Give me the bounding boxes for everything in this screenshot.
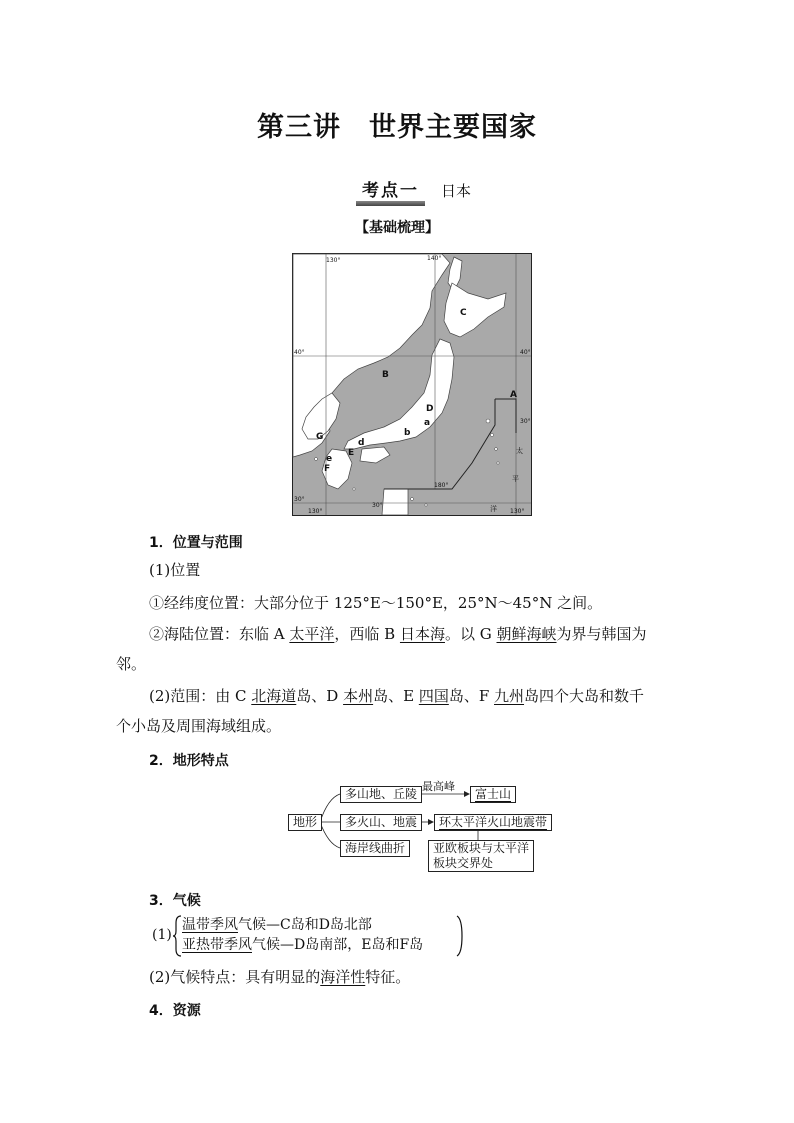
left-brace-icon xyxy=(172,915,182,957)
s1-line2 xyxy=(149,619,719,649)
map-label-lat40-left: 40° xyxy=(294,349,305,356)
answer-korea-strait: 朝鲜海峡 xyxy=(496,625,557,643)
terrain-diagram xyxy=(288,778,548,874)
s1-l3-c: 岛、F xyxy=(448,687,495,705)
map-label-B: B xyxy=(382,370,389,380)
s1-sub1: (1)位置 xyxy=(149,561,201,579)
answer-kyushu: 九州 xyxy=(494,687,525,705)
title-part1: 第三讲 xyxy=(257,112,341,143)
answer-hokkaido: 北海道 xyxy=(251,687,297,705)
s1-line2-wrap: 邻。 xyxy=(116,655,147,673)
map-label-D: D xyxy=(426,404,434,414)
diagram-fuji xyxy=(470,786,516,803)
s3-sub2 xyxy=(149,962,709,992)
diagram-branch-mountains: 多山地、丘陵 xyxy=(340,786,422,803)
map-label-lat30-left: 30° xyxy=(294,496,305,503)
s3-climate-line2 xyxy=(182,936,423,954)
s3-c1-post: 气候—C岛和D岛北部 xyxy=(238,917,372,933)
s1-heading: 1．位置与范围 xyxy=(149,535,243,551)
map-label-e: e xyxy=(326,454,333,464)
kaodian-topic: 日本 xyxy=(441,182,472,200)
answer-pacific: 太平洋 xyxy=(289,625,335,643)
s3-sub1-label: (1) xyxy=(152,927,172,943)
s3-climate-brace xyxy=(152,914,482,958)
diagram-cause-line2: 板块交界处 xyxy=(433,856,494,870)
map-label-lon140: 140° xyxy=(427,255,442,262)
answer-maritime: 海洋性 xyxy=(320,968,366,986)
s1-l3-a: 岛、D xyxy=(296,687,344,705)
map-label-F: F xyxy=(324,464,331,474)
map-label-lon180: 180° xyxy=(434,482,449,489)
s1-l2-pre: ②海陆位置：东临 A xyxy=(149,625,290,643)
page-title xyxy=(0,105,794,144)
answer-honshu: 本州 xyxy=(343,687,374,705)
s3-sub2-pre: (2)气候特点：具有明显的 xyxy=(149,968,321,986)
s1-line3-wrap: 个小岛及周围海域组成。 xyxy=(116,717,282,735)
answer-subtropical-monsoon: 亚热带季风 xyxy=(182,937,252,953)
s1-l2-mid2: 。以 G xyxy=(444,625,497,643)
map-label-E: E xyxy=(348,448,355,458)
answer-shikoku: 四国 xyxy=(418,687,449,705)
s1-l3-b: 岛、E xyxy=(373,687,419,705)
s1-line1: ①经纬度位置：大部分位于 125°E～150°E，25°N～45°N 之间。 xyxy=(149,594,603,612)
answer-ring-of-fire: 环太平洋火山地震带 xyxy=(439,815,548,829)
map-label-lat30-right: 30° xyxy=(520,418,531,425)
map-label-b: b xyxy=(404,428,411,438)
map-label-C: C xyxy=(460,308,467,318)
s1-l3-d: 岛四个大岛和数千 xyxy=(524,687,645,705)
map-label-lon130-bottom-right: 130° xyxy=(510,508,525,515)
diagram-branch-volcano: 多火山、地震 xyxy=(340,814,422,831)
section-tag: 【基础梳理】 xyxy=(355,220,439,236)
map-label-lon130: 130° xyxy=(326,257,341,264)
map-label-tai: 太 xyxy=(516,447,523,455)
s3-climate-line1 xyxy=(182,916,372,934)
diagram-arrow-label: 最高峰 xyxy=(422,780,455,793)
diagram-root: 地形 xyxy=(288,814,322,831)
diagram-ring-of-fire xyxy=(434,814,552,831)
map-label-lat30-mid: 30° xyxy=(372,502,383,509)
s2-heading: 2．地形特点 xyxy=(149,753,229,769)
s3-sub2-post: 特征。 xyxy=(365,968,411,986)
s4-heading: 4．资源 xyxy=(149,1003,201,1019)
map-label-A: A xyxy=(510,390,517,400)
s1-line3 xyxy=(149,681,719,711)
map-label-ping: 平 xyxy=(512,475,519,483)
s1-l2-post: 为界与韩国为 xyxy=(556,625,647,643)
diagram-branch-coastline: 海岸线曲折 xyxy=(340,840,410,857)
map-south-land xyxy=(382,489,408,515)
kaodian-header xyxy=(356,176,472,201)
s1-l3-pre: (2)范围：由 C xyxy=(149,687,252,705)
s3-heading: 3．气候 xyxy=(149,893,201,909)
map-label-lon130-bottom: 130° xyxy=(308,508,323,515)
title-part2: 世界主要国家 xyxy=(369,112,537,143)
kaodian-badge: 考点一 xyxy=(356,176,425,204)
s1-l2-mid: ，西临 B xyxy=(334,625,400,643)
right-brace-icon xyxy=(456,915,464,957)
diagram-plate-cause xyxy=(428,840,534,872)
s3-c2-post: 气候—D岛南部，E岛和F岛 xyxy=(252,937,424,953)
answer-fuji: 富士山 xyxy=(475,787,512,801)
map-label-d: d xyxy=(358,438,365,448)
japan-map xyxy=(292,253,532,516)
answer-temperate-monsoon: 温带季风 xyxy=(182,917,238,933)
map-label-G: G xyxy=(316,432,324,442)
diagram-cause-line1: 亚欧板块与太平洋 xyxy=(433,841,530,855)
map-label-yang: 洋 xyxy=(490,505,497,513)
answer-sea-of-japan: 日本海 xyxy=(399,625,445,643)
map-label-lat40-right: 40° xyxy=(520,349,531,356)
map-label-a: a xyxy=(424,418,431,428)
